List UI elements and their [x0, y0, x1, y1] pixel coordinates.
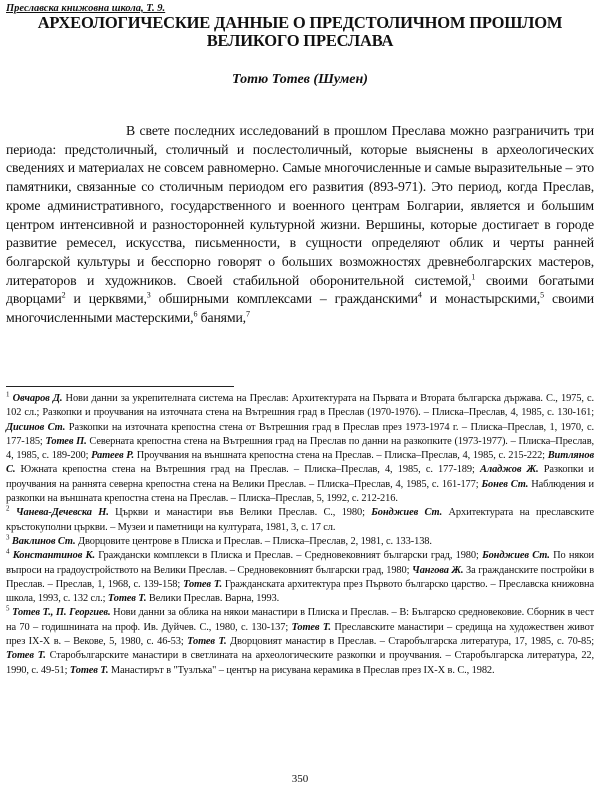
footnote-citation: Дворцовите центрове в Плиска и Преслав. – Плиска–Преслав, 2, 1981, с. 133-138.	[75, 535, 432, 547]
footnote-citation: Южната крепостна стена на Вътрешния град на Преслав. – Плиска–Преслав, 4, 1985, с. 177-189;	[15, 464, 480, 476]
footnote-1	[6, 392, 594, 506]
footnote-author: Бонев Ст.	[481, 478, 529, 490]
footnote-author: Ратеев Р.	[91, 450, 134, 462]
footnote-citation: Църкви и манастири във Велики Преслав. С., 1980;	[108, 507, 372, 519]
footnote-author: Бонджиев Ст.	[371, 507, 443, 519]
footnote-citation: Велики Преслав. Варна, 1993.	[146, 593, 280, 605]
title-line-1: АРХЕОЛОГИЧЕСКИЕ ДАННЫЕ О ПРЕДСТОЛИЧНОМ ПРОШЛОМ	[37, 13, 563, 32]
footnote-citation: Преславските манастири – средища на художествен живот през IX-X в. – Векове, 5, 1980, с. 46-53;	[6, 621, 595, 648]
footnote-author: Дисинов Ст.	[6, 421, 66, 433]
footnote-ref-5[interactable]: 5	[540, 290, 544, 300]
footnote-author: Тотев Т., П. Георгиев.	[12, 607, 111, 619]
footnote-author: Тотев Т.	[107, 593, 147, 605]
body-paragraph: В свете последних исследований в прошлом Преслава можно разграничить три периода: предстоличный, столичный и послестоличный, которые выяснены в археологических сведениях и материалах не совсем равномерно. Самые многочисленные и самые выразительные – это памятники, связанные со столичным периодом его развития (893-971). Это период, когда Преслав, кроме административного, государственного и военного центрам Болгарии, является и большим центром интенсивной и разносторонней культурной жизни. Вершины, которые достигает в городе развитие ремесел, искусства, письменности, в сущности определяют облик и черты ранней болгарской культуры и бесспорно говорят о больших возможностях древнеболгарских мастеров, литераторов и художников. Своей стабильной оборонительной системой,$^1$ своими богатыми дворцами$^2$ и церквями,$^3$ обширными комплексами – гражданскими$^4$ и монастырскими,$^5$ своими многочисленными мастерскими,$^6$ банями,$^7$	[6, 123, 595, 326]
footnote-author: Витлянов С.	[6, 450, 594, 476]
footnote-number: 5	[6, 604, 10, 613]
footnote-citation: Нови данни за укрепителната система на Преслав: Архитектурата на Първата и Втората българска държава. С., 1975, с. 102 сл.; Разкопки и проучвания на източната стена на Вътрешния град в Преслав (1970-1976). – Плиска–Преслав, 4, 1985, с. 130-161;	[6, 393, 595, 419]
footnote-author: Тотев Т.	[69, 664, 109, 676]
footnote-number: 3	[6, 533, 10, 542]
footnote-citation: Проучвания на външната крепостна стена на Преслав. – Плиска–Преслав, 4, 1985, с. 215-222;	[133, 450, 548, 462]
article-title	[0, 14, 600, 50]
footnote-citation: Нови данни за облика на някои манастири в Плиска и Преслав. – В: Българско средновековие. Сборник в чест на 70 – годишнината на проф. Ив. Дуйчев. С., 1980, с. 130-137;	[6, 607, 595, 633]
page-number: 350	[291, 773, 309, 785]
footnote-author: Чангова Ж.	[412, 564, 464, 576]
footnote-ref-6[interactable]: 6	[193, 309, 198, 319]
footnote-author: Бонджиев Ст.	[482, 550, 550, 562]
running-head: Преславска книжовна школа, Т. 9.	[6, 3, 166, 14]
footnote-3	[6, 535, 594, 549]
footnote-ref-4[interactable]: 4	[417, 290, 422, 300]
footnote-author: Тотев Т.	[183, 578, 222, 590]
body-text	[6, 122, 594, 328]
footnote-author: Константинов К.	[12, 550, 95, 562]
footnote-author: Тотев Т.	[6, 650, 46, 662]
footnote-author: Чанева-Дечевска Н.	[15, 507, 109, 519]
footnote-citation: По някои въпроси на градоустройството на Велики Преслав. – Средновековният български град, 1980;	[6, 550, 595, 576]
footnote-5	[6, 606, 594, 677]
footnote-citation: Граждански комплекси в Плиска и Преслав. – Средновековният български град, 1980;	[94, 550, 483, 562]
footnote-citation: Дворцовият манастир в Преслав. – Старобългарска литература, 17, 1985, с. 70-85;	[226, 636, 595, 648]
footnote-author: Тотев Т.	[187, 636, 227, 648]
title-line-2: ВЕЛИКОГО ПРЕСЛАВА	[206, 31, 394, 50]
footnote-number: 1	[6, 390, 10, 399]
footnote-author: Ваклинов Ст.	[11, 535, 76, 547]
footnote-citation: За гражданските постройки в Преслав. – Преслав, 1, 1968, с. 139-158;	[6, 564, 595, 590]
footnote-author: Овчаров Д.	[12, 393, 63, 404]
footnote-author: Тотев П.	[45, 435, 87, 447]
footnote-separator	[6, 386, 234, 387]
footnote-4	[6, 549, 594, 606]
footnote-citation: Гражданската архитектура през Първото българско царство. – Преславска книжовна школа, 1993, с. 132 сл.;	[6, 578, 594, 605]
footnote-citation: Разкопки на източната крепостна стена от Вътрешния град в Преслав през 1973-1974 г. – Плиска–Преслав, 1, 1970, с. 177-185;	[6, 421, 594, 447]
footnote-number: 4	[6, 547, 10, 556]
footnote-citation: Старобългарските манастири в светлината на археологическите разкопки и проучвания. – Старобългарска литература, 22, 1990, с. 49-51;	[6, 650, 595, 676]
footnote-citation: Северната крепостна стена на Вътрешния град на Преслав по данни на разкопките (1973-1977). – Плиска–Преслав, 4, 1985, с. 189-200;	[6, 435, 594, 462]
footnote-ref-3[interactable]: 3	[146, 290, 151, 300]
footnote-citation: Архитектурата на преславските кръстокуполни църкви. – Музеи и паметници на културата, 1981, 3, с. 17 сл.	[6, 507, 594, 533]
footnote-ref-1[interactable]: 1	[471, 272, 476, 282]
footnote-2	[6, 506, 594, 535]
footnote-author: Тотев Т.	[291, 621, 331, 633]
footnote-ref-2[interactable]: 2	[61, 290, 66, 300]
footnote-citation: Манастирът в "Тузлъка" – център на рисувана керамика в Преслав през IX-X в. С., 1982.	[108, 664, 495, 676]
footnote-ref-7[interactable]: 7	[245, 309, 250, 319]
footnote-citation: Наблюдения и разкопки на външната крепостна стена на Преслав. – Плиска–Преслав, 5, 1992, с. 212-216.	[6, 478, 594, 505]
footnote-author: Аладжов Ж.	[480, 464, 539, 476]
footnotes-section	[6, 392, 594, 678]
footnote-citation: Разкопки и проучвания на раннята северна крепостна стена на Велики Преслав. – Плиска–Преслав, 4, 1985, с. 161-177;	[6, 464, 594, 490]
article-author: Тотю Тотев (Шумен)	[232, 72, 368, 87]
footnote-number: 2	[6, 504, 10, 513]
